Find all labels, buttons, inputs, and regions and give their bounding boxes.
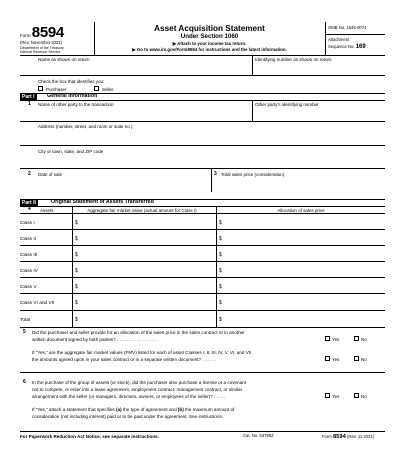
line-6-no-checkbox[interactable] [354,393,359,398]
purchaser-label: Purchaser [46,86,67,92]
class-5-allocation-dollar: $ [219,284,222,290]
class-6-7-allocation-dollar: $ [219,300,222,306]
total-sales-price-label: Total sales price (consideration) [221,172,285,177]
other-party-name-label: Name of other party to the transaction [38,102,114,107]
line-6-text-1: In the purchase of the group of assets (or stock), did the purchaser also purchase a license or a covenant [32,380,246,385]
line-6-number: 6 [23,379,26,385]
line-5-if-text-2: the amounts agreed upon in your sales contract or in a separate written document? . . . . . . [32,357,217,362]
class-1-fmv-field[interactable] [80,215,214,228]
line-6-if-1d: (b) [177,407,184,412]
line-6-if-text-2: consideration (not including interest) paid or to be paid under the agreement. See instructions. [32,414,224,419]
total-label: Total [20,318,31,323]
line-5-if-text-1: If “Yes,” are the aggregate fair market values (FMV) listed for each of asset Classes I, II, III, IV, V, VI, and VII [32,350,252,355]
line-5-no-label: No [361,336,367,342]
seller-label: Seller [102,86,114,92]
irs-label: Internal Revenue Service [20,50,61,54]
class-3-label: Class III [20,253,38,258]
attachment-label: Attachment [328,37,350,42]
class-4-fmv-field[interactable] [80,263,214,276]
footer-form-rev: (Rev. 11-2021) [347,433,375,439]
column-allocation-header: Allocation of sales price [277,207,325,213]
total-fmv-dollar: $ [75,317,78,323]
class-5-allocation-field[interactable] [224,279,384,292]
line-5-text-2: written document signed by both parties? . . . . . . . . . . . . . . . . [32,337,157,342]
footer-form-number: 8594 [332,433,346,440]
class-5-label: Class V [20,285,37,290]
part-1-label: Part I [22,93,35,100]
class-2-fmv-field[interactable] [80,231,214,244]
other-party-id-label: Other party's identifying number [255,102,319,107]
line-6-no-label: No [361,393,367,399]
class-3-fmv-dollar: $ [75,252,78,258]
form-word: Form [20,33,31,38]
class-4-fmv-dollar: $ [75,268,78,274]
class-1-fmv-dollar: $ [75,220,78,226]
column-assets-header: Assets [40,207,54,213]
column-fmv-header: Aggregate fair market value (actual amount for Class I) [87,207,197,213]
city-state-zip-label: City or town, state, and ZIP code [38,149,104,154]
class-6-7-fmv-field[interactable] [80,295,214,308]
form-subtitle: Under Section 1060 [180,33,239,40]
total-allocation-field[interactable] [224,312,384,326]
line-6-text-3: arrangement with the seller (or managers, directors, owners, or employees of the seller)? . . . . . [32,394,226,399]
line-6-if-1b: (a) [116,407,122,412]
city-state-zip-field[interactable] [38,155,384,168]
sequence-label [328,44,366,51]
line-6-if-1c: the type of agreement and [121,407,178,412]
part-2-title: Original Statement of Assets Transferred [51,199,154,205]
line-5-if-yes-checkbox[interactable] [325,356,330,361]
line-5-if-no-checkbox[interactable] [354,356,359,361]
omb-number: OMB No. 1545-0074 [328,25,367,30]
line-6-if-text-1 [32,407,234,412]
form-title: Asset Acquisition Statement [154,24,265,33]
class-1-allocation-dollar: $ [219,220,222,226]
department-label: Department of the Treasury [20,46,64,50]
attach-instruction: ▶ Attach to your income tax return. [172,41,247,46]
name-field[interactable] [21,62,250,74]
class-6-7-allocation-field[interactable] [224,295,384,308]
total-fmv-field[interactable] [80,312,214,326]
line-6-yes-checkbox[interactable] [325,393,330,398]
class-6-7-label: Class VI and VII [20,301,55,306]
total-allocation-dollar: $ [219,317,222,323]
line-3-number: 3 [214,171,217,177]
line-5-yes-checkbox[interactable] [325,336,330,341]
part-1-title: General Information [47,93,98,99]
line-5-if-no-label: No [361,356,367,362]
identifying-number-label: Identifying number as shown on return [255,57,332,62]
class-5-fmv-dollar: $ [75,284,78,290]
class-4-allocation-field[interactable] [224,263,384,276]
line-5-text-1: Did the purchaser and seller provide for an allocation of the sales price in the sales contract or in another [32,330,245,335]
total-sales-price-field[interactable] [221,178,384,191]
class-2-fmv-dollar: $ [75,236,78,242]
seller-checkbox[interactable] [94,86,99,91]
form-number: 8594 [31,24,64,41]
footer-form-word: Form [322,433,332,439]
line-6-text-2: not to compete, or enter into a lease agreement, employment contract, management contract, or similar [32,387,243,392]
catalog-number: Cat. No. 63768Z [243,433,274,438]
class-5-fmv-field[interactable] [80,279,214,292]
line-1-number: 1 [28,101,31,107]
date-of-sale-field[interactable] [38,178,208,191]
class-1-allocation-field[interactable] [224,215,384,228]
class-4-label: Class IV [20,269,38,274]
line-2-number: 2 [28,171,31,177]
paperwork-notice: For Paperwork Reduction Act Notice, see separate instructions. [20,434,159,439]
address-label: Address (number, street, and room or suite no.) [38,124,133,129]
class-2-label: Class II [20,237,36,242]
class-3-fmv-field[interactable] [80,247,214,260]
class-1-label: Class I [20,221,35,226]
form-label [20,24,64,41]
line-6-if-1e: the maximum amount of [183,407,235,412]
footer-form-id [322,434,374,441]
line-5-no-checkbox[interactable] [354,336,359,341]
class-3-allocation-dollar: $ [219,252,222,258]
class-2-allocation-dollar: $ [219,236,222,242]
sequence-number: 169 [355,44,366,50]
line-6-if-1a: If “Yes,” attach a statement that specifies [32,407,117,412]
line-5-if-yes-label: Yes [332,356,340,362]
class-3-allocation-field[interactable] [224,247,384,260]
address-field[interactable] [38,130,384,144]
sequence-text: Sequence No. [328,44,355,49]
line-5-yes-label: Yes [332,336,340,342]
identifying-number-field[interactable] [255,62,384,74]
part-2-label: Part II [22,199,36,206]
goto-instruction: ▶ Go to www.irs.gov/Form8594 for instructions and the latest information. [132,47,287,52]
other-party-name-field[interactable] [38,108,250,120]
form-revision: (Rev. November 2021) [20,40,63,45]
class-4-allocation-dollar: $ [219,268,222,274]
check-box-instruction: Check the box that identifies you: [38,79,105,84]
class-2-allocation-field[interactable] [224,231,384,244]
class-6-7-fmv-dollar: $ [75,300,78,306]
line-5-number: 5 [23,329,26,335]
name-label: Name as shown on return [38,57,90,62]
purchaser-checkbox[interactable] [38,86,43,91]
line-6-yes-label: Yes [332,393,340,399]
other-party-id-field[interactable] [255,108,384,120]
line-4-number: 4 [28,206,31,212]
date-of-sale-label: Date of sale [38,172,63,177]
